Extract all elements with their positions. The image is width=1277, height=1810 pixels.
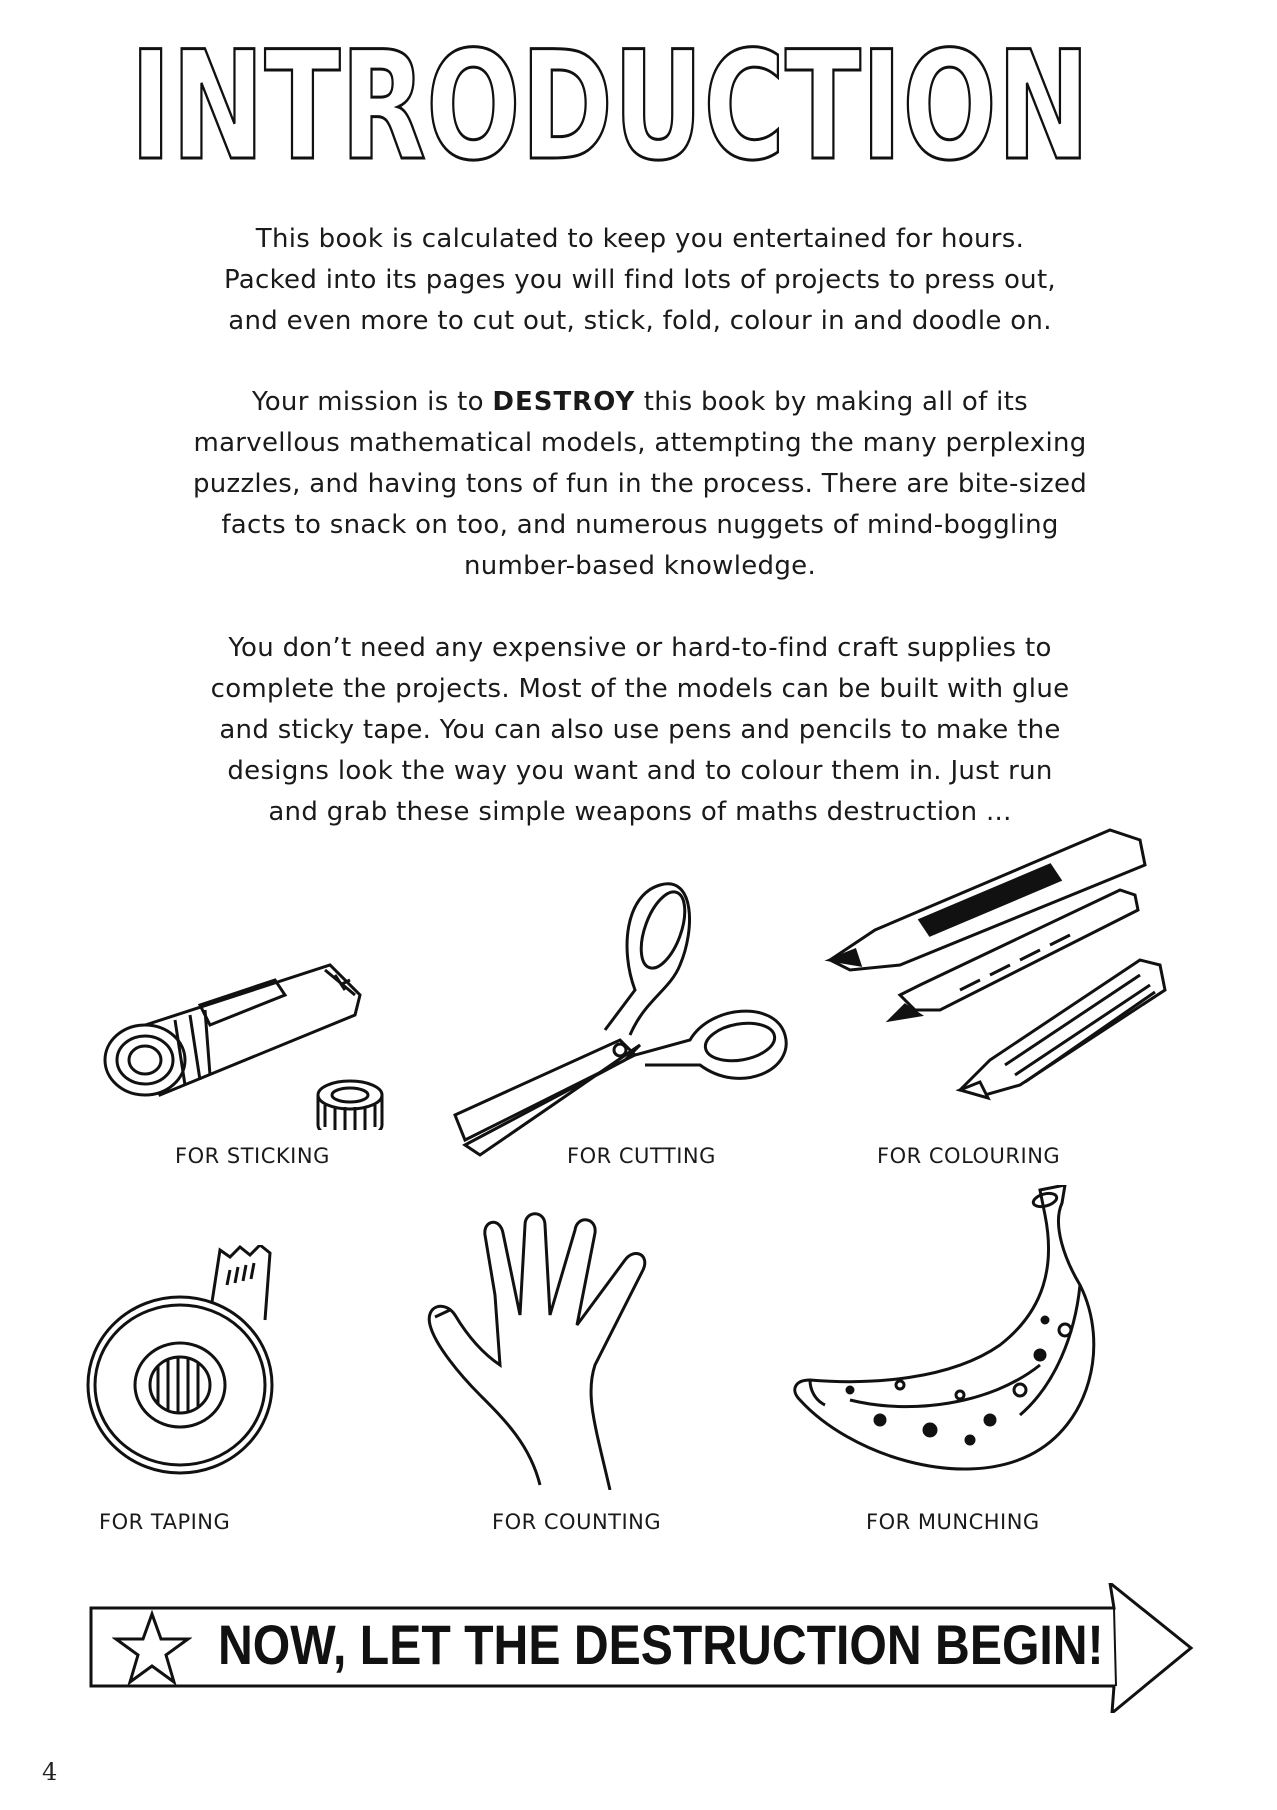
tool-colouring: [820, 820, 1180, 1120]
banana-icon: [790, 1185, 1120, 1490]
tool-label-colouring: FOR COLOURING: [877, 1144, 1061, 1168]
tool-taping: [80, 1245, 310, 1475]
tool-label-cutting: FOR CUTTING: [567, 1144, 716, 1168]
intro-line: Packed into its pages you will find lots of projects to press out,: [223, 265, 1057, 295]
intro-line: puzzles, and having tons of fun in the process. There are bite-sized: [192, 469, 1088, 499]
tool-label-counting: FOR COUNTING: [492, 1510, 662, 1534]
glue-stick-icon: [100, 935, 400, 1130]
intro-line: marvellous mathematical models, attempting the many perplexing: [193, 428, 1087, 458]
star-icon: [112, 1610, 192, 1686]
hand-icon: [425, 1205, 695, 1490]
page-number: 4: [42, 1758, 58, 1786]
pens-icon: [820, 820, 1180, 1120]
tool-label-munching: FOR MUNCHING: [866, 1510, 1040, 1534]
banner-text: NOW, LET THE DESTRUCTION BEGIN!: [218, 1613, 1104, 1676]
title-text: INTRODUCTION: [130, 30, 1090, 180]
intro-line: and even more to cut out, stick, fold, colour in and doodle on.: [228, 306, 1052, 336]
tape-roll-icon: [80, 1245, 310, 1475]
intro-line: facts to snack on too, and numerous nuggets of mind-boggling: [221, 510, 1059, 540]
intro-line: Your mission is to DESTROY this book by making all of its: [251, 387, 1028, 417]
intro-paragraph-3: [90, 628, 1190, 833]
tool-counting: [425, 1205, 695, 1490]
tool-cutting: [445, 870, 805, 1160]
intro-line: complete the projects. Most of the models can be built with glue: [210, 674, 1070, 704]
intro-line: designs look the way you want and to colour them in. Just run: [227, 756, 1053, 786]
page-title: [110, 30, 1110, 180]
intro-line: This book is calculated to keep you entertained for hours.: [255, 224, 1025, 254]
intro-paragraph-2: [90, 382, 1190, 587]
intro-paragraph-1: [90, 219, 1190, 342]
intro-line: and sticky tape. You can also use pens and pencils to make the: [219, 715, 1061, 745]
scissors-icon: [445, 870, 805, 1160]
tool-label-sticking: FOR STICKING: [175, 1144, 330, 1168]
tool-label-taping: FOR TAPING: [99, 1510, 231, 1534]
intro-line: number-based knowledge.: [463, 551, 817, 581]
intro-line: and grab these simple weapons of maths destruction ...: [268, 797, 1012, 827]
tool-sticking: [100, 935, 400, 1130]
intro-line: You don’t need any expensive or hard-to-find craft supplies to: [228, 633, 1052, 663]
destroy-emphasis: DESTROY: [492, 387, 636, 417]
tool-munching: [790, 1185, 1120, 1490]
